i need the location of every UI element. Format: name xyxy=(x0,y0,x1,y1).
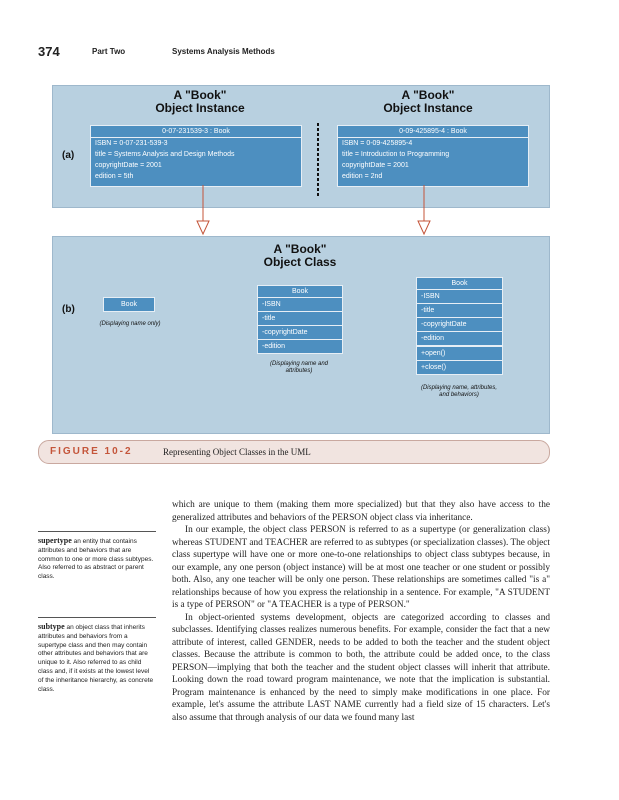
class-title: A "Book" Object Class xyxy=(263,242,337,269)
class-full: Book -ISBN -title -copyrightDate -edition +open() +close() xyxy=(416,277,503,375)
class1-note: (Displaying name only) xyxy=(99,321,161,327)
attribute: copyrightDate = 2001 xyxy=(95,162,162,169)
class3-note: (Displaying name, attributes, and behaviors) xyxy=(420,385,498,398)
margin-note-supertype xyxy=(38,537,156,582)
attribute: ISBN = 0-07-231-539-3 xyxy=(95,140,168,147)
attribute: -title xyxy=(258,312,342,326)
attribute: -edition xyxy=(262,343,285,350)
class-name-only: Book xyxy=(103,297,155,312)
section-title: Systems Analysis Methods xyxy=(172,47,275,56)
attribute: edition = 5th xyxy=(95,173,134,180)
attribute: -copyrightDate xyxy=(417,318,502,332)
instance-1-title: A "Book" Object Instance xyxy=(155,88,245,115)
instance-header: 0-07-231539-3 : Book xyxy=(91,126,301,138)
paragraph: which are unique to them (making them more specialized) but that they also have access to the generalized attributes and behaviors of the PERSON object class via inheritance. xyxy=(172,500,550,523)
attribute: -title xyxy=(417,304,502,318)
glossary-term: subtype xyxy=(38,622,65,631)
attribute: title = Introduction to Programming xyxy=(342,151,450,158)
attribute: -ISBN xyxy=(417,290,502,304)
glossary-definition: an entity that contains attributes and behaviors that are common to one or more class subtypes. Also referred to as abstract or parent class. xyxy=(38,538,154,581)
paragraph: In object-oriented systems development, objects are categorized according to classes and subclasses. Identifying classes realizes numerous benefits. For example, consider the fact that a new attribute of interest, called GENDER, needs to be added to both the teacher and the student object classes. Because the attribute is common to both, the attribute could be added once, to the class PERSON—implying that both the teacher and the student object classes will inherit that attribute. Looking down the road toward program maintenance, we note that the implication is substantial. Program maintenance is enhanced by the need to simply make modifications in one place. For example, let's assume the attribute LAST NAME currently had a field size of 15 characters. Let's also assume that through analysis of our data we found many last xyxy=(172,612,550,723)
method: +close() xyxy=(421,364,447,371)
instance-2-title: A "Book" Object Instance xyxy=(383,88,473,115)
attribute: -copyrightDate xyxy=(258,326,342,340)
attribute: ISBN = 0-09-425895-4 xyxy=(342,140,413,147)
glossary-term: supertype xyxy=(38,536,72,545)
class2-note: (Displaying name and attributes) xyxy=(269,361,329,374)
attribute: edition = 2nd xyxy=(342,173,383,180)
margin-rule xyxy=(38,617,156,618)
attribute: title = Systems Analysis and Design Methods xyxy=(95,151,235,158)
paragraph: In our example, the object class PERSON is referred to as a supertype (or generalization class) whereas STUDENT and TEACHER are referred to as subtypes (or specialization classes). The object class supertype will have one or more one-to-one relationships to object class subtypes because, in our example, any one person (object instance) will be at most one teacher or one student or possibly both. Also, any one teacher will be only one person. These relationships are sometimes called "is a" relationships because of how you express the relationship in a sentence. For example, "A STUDENT is a type of PERSON" or "A TEACHER is a type of PERSON." xyxy=(172,525,550,610)
margin-rule xyxy=(38,531,156,532)
glossary-definition: an object class that inherits attributes and behaviors from a supertype class and then may contain other attributes and behaviors that are unique to it. Also referred to as child class and, if it exists at the lowest level of the inheritance hierarchy, as concrete class. xyxy=(38,624,154,693)
class-name-attributes: Book -ISBN -title -copyrightDate -edition xyxy=(257,285,343,354)
margin-note-subtype xyxy=(38,623,156,694)
attribute: copyrightDate = 2001 xyxy=(342,162,409,169)
page-number: 374 xyxy=(38,44,60,59)
figure-number: FIGURE 10-2 xyxy=(50,446,133,457)
instance-header: 0-09-425895-4 : Book xyxy=(338,126,528,138)
panel-a-label: (a) xyxy=(62,150,75,161)
attribute: -edition xyxy=(417,332,502,346)
method: +open() xyxy=(417,346,502,361)
attribute: -ISBN xyxy=(258,298,342,312)
part-label: Part Two xyxy=(92,47,126,56)
panel-b-label: (b) xyxy=(62,304,75,315)
body-text xyxy=(172,499,550,724)
figure-title: Representing Object Classes in the UML xyxy=(163,447,311,457)
